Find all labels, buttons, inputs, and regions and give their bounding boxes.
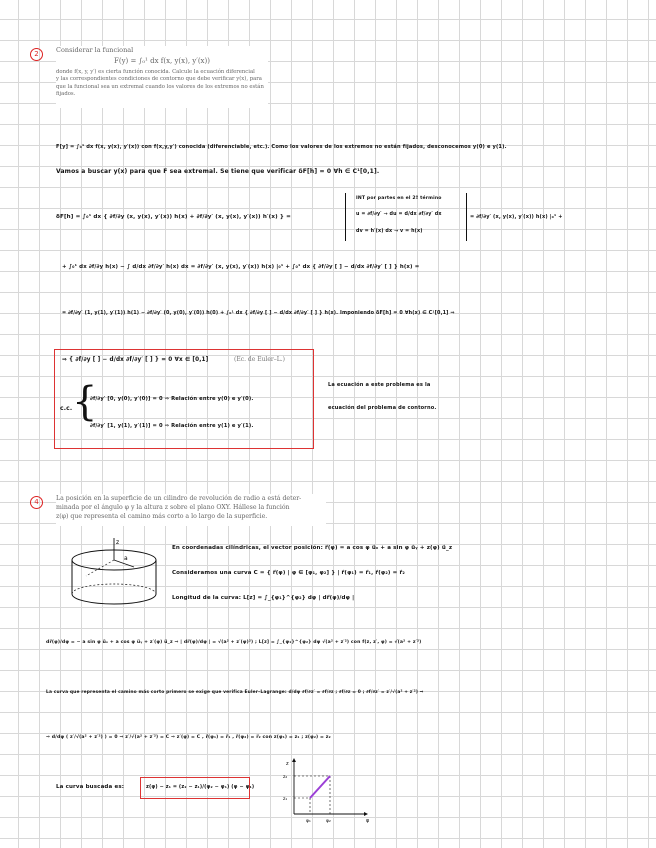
graph-y-tick: z₂ <box>283 775 288 780</box>
handwritten-line: + ∫₀¹ dx ∂f/∂y h(x) − ∫ d/dx ∂f/∂y′ h(x) dx = ∂f/∂y′ (x, y(x), y′(x)) h(x) |₀¹ + ∫₀¹ dx { ∂f/∂y [ ] − d/dx ∂f/∂y′ [ ] } h(x) = <box>62 264 420 270</box>
statement-line: minada por el ángulo φ y la altura z sobre el plano OXY. Hállese la función <box>56 504 290 511</box>
handwritten-line: En coordenadas cilíndricas, el vector posición: r⃗(φ) = a cos φ u⃗ₓ + a sin φ u⃗ᵧ + z(φ) u⃗_z <box>172 545 453 551</box>
figure-label-z: z <box>116 539 120 546</box>
answer-label: La curva buscada es: <box>56 784 125 790</box>
side-note: ecuación del problema de contorno. <box>328 405 437 411</box>
graph-x-tick: φ₁ <box>306 819 311 824</box>
problem-number-badge: 4 <box>30 496 43 509</box>
statement-line: que la funcional sea un extremal cuando los valores de los extremos no están <box>56 83 264 90</box>
graph-y-tick: z₁ <box>283 797 288 802</box>
statement-line: donde f(x, y, y′) es cierta función conocida. Calcule la ecuación diferencial <box>56 69 255 75</box>
handwritten-line: ⇒ d/dφ ( z′/√(a² + z′²) ) = 0 ⇒ z′/√(a² + z′²) = C ⇒ z′(φ) = C , r⃗(φ₁) = r⃗₁ , r⃗(φ₂) = r⃗₂ con z(φ₁) = z₁ ; z(φ₂) = z₂ <box>46 735 331 740</box>
handwritten-line: δF[h] = ∫₀¹ dx { ∂f/∂y (x, y(x), y′(x)) h(x) + ∂f/∂y′ (x, y(x), y′(x)) h′(x) } = <box>56 214 291 220</box>
statement-line: La posición en la superficie de un cilindro de revolución de radio a está deter- <box>56 495 302 502</box>
equation-reference: (Ec. de Euler–L.) <box>234 356 286 363</box>
handwritten-line: = ∂f/∂y′ (x, y(x), y′(x)) h(x) |₀¹ + <box>470 214 563 220</box>
handwritten-line: Consideramos una curva C = { r⃗(φ) | φ ∈ [φ₁, φ₂] } | r⃗(φ₁) = r⃗₁, r⃗(φ₂) = r⃗₂ <box>172 570 405 576</box>
handwritten-line: dr⃗(φ)/dφ = − a sin φ u⃗ₓ + a cos φ u⃗ᵧ + z′(φ) u⃗_z ⇒ | dr⃗(φ)/dφ | = √(a² + z′(φ)²) ; L[z] = ∫_{φ₁}^{φ₂} dφ √(a² + z′²) con f(z, z′, φ) = √(a² + z′²) <box>46 640 422 645</box>
answer-formula: z(φ) − z₁ = (z₂ − z₁)/(φ₂ − φ₁) (φ − φ₁) <box>146 784 255 790</box>
euler-lagrange-equation: ⇒ { ∂f/∂y [ ] − d/dx ∂f/∂y′ [ ] } = 0 ∀x ∈ [0,1] <box>62 357 209 363</box>
figure-label-a: a <box>124 555 128 562</box>
answer-box <box>140 777 255 799</box>
parts-line: u = ∂f/∂y′ → du = d/dx ∂f/∂y′ dx <box>356 212 442 217</box>
handwritten-line: F[y] = ∫₀¹ dx f(x, y(x), y′(x)) con f(x,y,y′) conocida (diferenciable, etc.). Como los valores de los extremos no están fijados, desconocemos y(0) e y(1). <box>56 144 507 150</box>
line-graph <box>282 756 372 824</box>
parts-title: INT por partes en el 2º término <box>356 196 442 201</box>
statement-line: fijados. <box>56 90 76 97</box>
statement-line: z(φ) que representa el camino más corto a lo largo de la superficie. <box>56 513 268 520</box>
parts-bracket <box>345 193 467 241</box>
problem-statement <box>56 46 268 108</box>
graph-x-label: φ <box>366 818 370 824</box>
conditions-brace: { <box>72 379 98 425</box>
boundary-condition: ∂f/∂y′ [1, y(1), y′(1)] = 0 ⇒ Relación entre y(1) e y′(1). <box>90 423 254 429</box>
statement-line: y las correspondientes condiciones de contorno que debe verificar y(x), para <box>56 76 262 83</box>
problem-statement <box>56 494 326 526</box>
handwritten-line: Vamos a buscar y(x) para que F sea extremal. Se tiene que verificar δF[h] = 0 ∀h ∈ C¹[0,1]. <box>56 168 380 175</box>
handwritten-line: Longitud de la curva: L[z] = ∫_{φ₁}^{φ₂} dφ | dr⃗(φ)/dφ | <box>172 595 355 601</box>
problem-number-badge: 2 <box>30 48 43 61</box>
side-note: La ecuación a este problema es la <box>328 382 431 388</box>
handwritten-line: La curva que representa el camino más corto primero se exige que verifica Euler–Lagrange: d/dφ ∂f/∂z′ = ∂f/∂z ; ∂f/∂z = 0 ; ∂f/∂z′ = z′/√(a² + z′²) ⇒ <box>46 690 424 695</box>
graph-x-tick: φ₂ <box>326 819 331 824</box>
statement-formula: F(y) = ∫₀¹ dx f(x, y(x), y′(x)) <box>114 57 210 65</box>
graph-y-label: z <box>286 761 289 767</box>
handwritten-line: = ∂f/∂y′ (1, y(1), y′(1)) h(1) − ∂f/∂y′ (0, y(0), y′(0)) h(0) + ∫₀¹ dx { ∂f/∂y [ ] − d/dx ∂f/∂y′ [ ] } h(x). Imponiendo δF[h] = 0 ∀h(x) ∈ C¹[0,1] ⇒ <box>62 310 455 316</box>
parts-line: dv = h′(x) dx → v = h(x) <box>356 229 423 234</box>
boundary-condition: ∂f/∂y′ [0, y(0), y′(0)] = 0 ⇒ Relación entre y(0) e y′(0). <box>90 396 254 402</box>
boundary-conditions-label: c.c. <box>60 405 73 412</box>
statement-line: Considerar la funcional <box>56 46 134 54</box>
cylinder-figure <box>64 536 164 610</box>
